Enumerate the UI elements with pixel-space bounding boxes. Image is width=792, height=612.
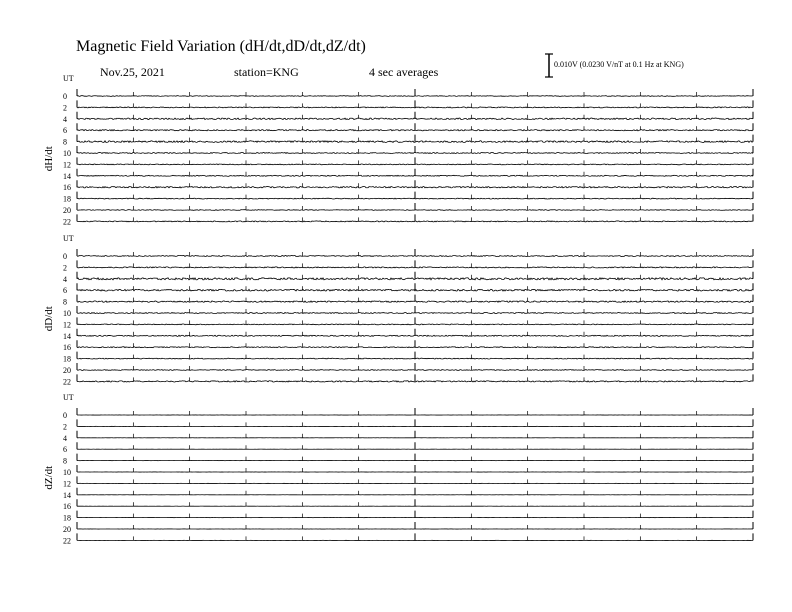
hour-label: 22 [63, 377, 71, 387]
hour-label: 16 [63, 502, 71, 512]
hour-label: 22 [63, 536, 71, 546]
hour-label: 16 [63, 183, 71, 193]
hour-label: 12 [63, 320, 71, 330]
hour-label: 2 [63, 263, 67, 273]
averaging-label: 4 sec averages [369, 65, 439, 79]
hour-label: 18 [63, 513, 71, 523]
hour-label: 6 [63, 445, 67, 455]
ut-label: UT [63, 74, 74, 83]
scale-bar-icon [545, 54, 553, 77]
station-label: station=KNG [234, 65, 299, 79]
hour-label: 4 [63, 433, 67, 443]
ut-label: UT [63, 234, 74, 243]
hour-label: 20 [63, 525, 71, 534]
hour-label: 16 [63, 343, 71, 353]
hour-label: 4 [63, 274, 67, 284]
hour-label: 22 [63, 217, 71, 227]
hour-label: 18 [63, 354, 71, 364]
hour-label: 12 [63, 479, 71, 489]
hour-label: 8 [63, 456, 67, 466]
date-label: Nov.25, 2021 [100, 65, 165, 79]
hour-label: 8 [63, 137, 67, 147]
panel-label: dD/dt [43, 306, 55, 332]
hour-label: 14 [63, 490, 71, 500]
hour-label: 18 [63, 194, 71, 204]
panel-label: dH/dt [43, 146, 55, 172]
hour-label: 10 [63, 309, 71, 318]
hour-label: 4 [63, 114, 67, 124]
hour-label: 0 [63, 411, 67, 420]
panel-label: dZ/dt [43, 465, 55, 490]
hour-label: 2 [63, 422, 67, 432]
hour-label: 14 [63, 331, 71, 341]
hour-label: 10 [63, 468, 71, 477]
hour-label: 0 [63, 92, 67, 101]
hour-label: 14 [63, 171, 71, 181]
hour-label: 6 [63, 286, 67, 296]
hour-label: 2 [63, 103, 67, 113]
ut-label: UT [63, 393, 74, 402]
hour-label: 8 [63, 297, 67, 307]
hour-label: 20 [63, 206, 71, 215]
hour-label: 12 [63, 160, 71, 170]
hour-label: 20 [63, 366, 71, 375]
hour-label: 10 [63, 149, 71, 158]
hour-label: 0 [63, 252, 67, 261]
hour-label: 6 [63, 126, 67, 136]
scale-bar-label: 0.010V (0.0230 V/nT at 0.1 Hz at KNG) [554, 60, 684, 69]
chart-title: Magnetic Field Variation (dH/dt,dD/dt,dZ/dt) [76, 38, 366, 55]
